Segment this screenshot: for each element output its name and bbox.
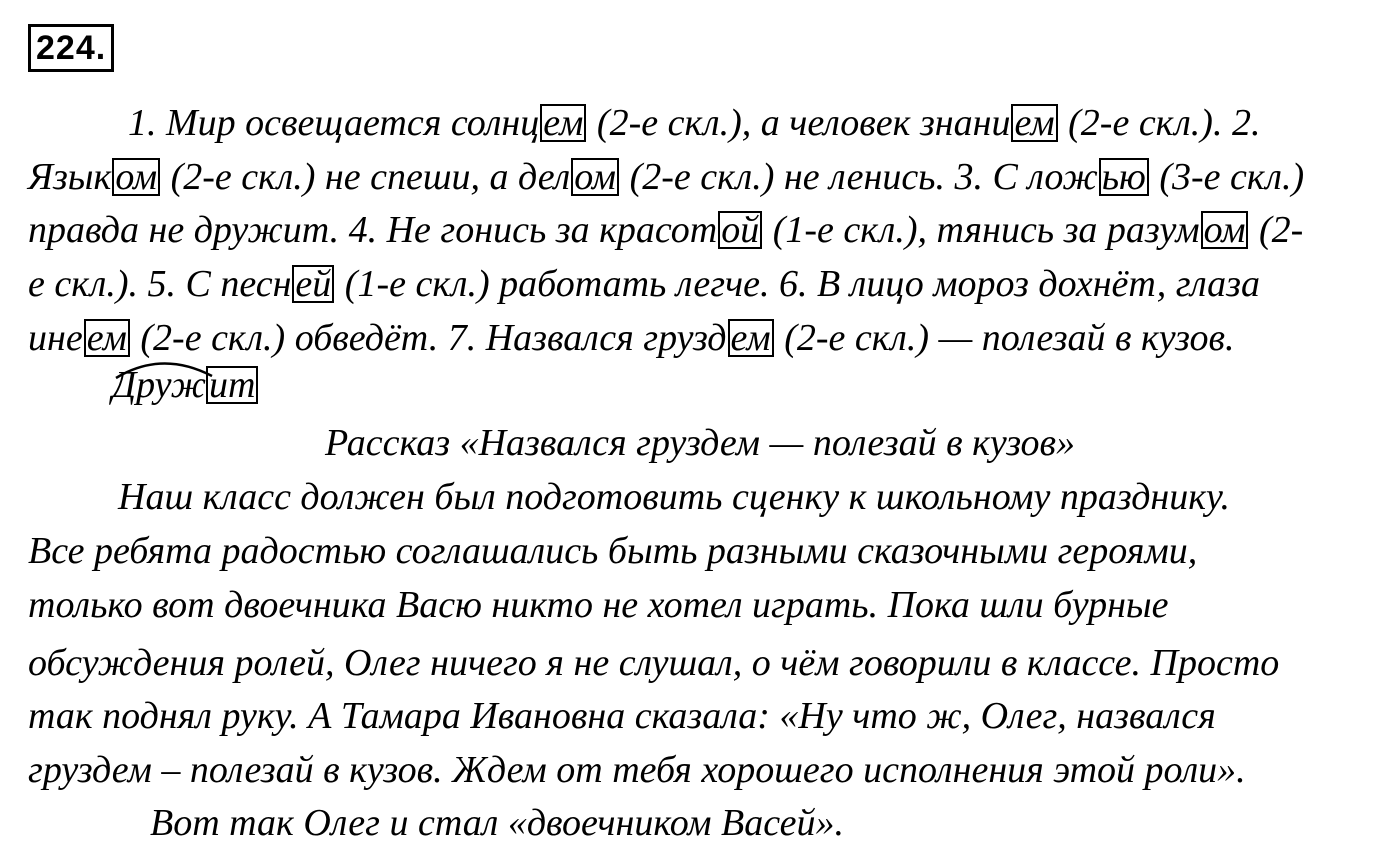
exercise-line-3 bbox=[28, 207, 1303, 253]
text-segment: (2-е скл.) — полезай в кузов. bbox=[774, 317, 1235, 359]
story-line: только вот двоечника Васю никто не хотел играть. Пока шли бурные bbox=[28, 584, 1169, 626]
story-line: Вот так Олег и стал «двоечником Васей». bbox=[150, 802, 844, 844]
story-line: груздем – полезай в кузов. Ждем от тебя хорошего исполнения этой роли». bbox=[28, 749, 1246, 791]
story-line: Все ребята радостью соглашались быть разными сказочными героями, bbox=[28, 530, 1198, 572]
ending-box: ем bbox=[84, 319, 130, 357]
text-segment: (2-е скл.) не ленись. 3. С лож bbox=[620, 156, 1098, 198]
ending-box: ью bbox=[1099, 158, 1149, 196]
text-segment: (1-е скл.) работать легче. 6. В лицо мороз дохнёт, глаза bbox=[335, 263, 1260, 305]
ending-box: ом bbox=[1201, 211, 1249, 249]
text-segment: правда не дружит. 4. Не гонись за красот bbox=[28, 209, 718, 251]
text-segment: (2-е скл.), а человек знани bbox=[587, 102, 1011, 144]
ending-box: ем bbox=[1011, 104, 1057, 142]
text-segment: 1. Мир освещается солнц bbox=[128, 102, 540, 144]
exercise-line-1 bbox=[128, 100, 1260, 146]
story-title: Рассказ «Назвался груздем — полезай в кузов» bbox=[324, 422, 1076, 464]
word-root: Друж bbox=[112, 364, 206, 406]
text-segment: е скл.). 5. С песн bbox=[28, 263, 292, 305]
ending-box: ей bbox=[292, 265, 334, 303]
exercise-line-4 bbox=[28, 261, 1260, 307]
text-segment: (3-е скл.) bbox=[1149, 156, 1305, 198]
text-segment: Язык bbox=[28, 156, 112, 198]
ending-box: ем bbox=[728, 319, 774, 357]
story-line: так поднял руку. А Тамара Ивановна сказала: «Ну что ж, Олег, назвался bbox=[28, 695, 1216, 737]
morpheme-analysis bbox=[112, 362, 258, 408]
text-segment: ине bbox=[28, 317, 83, 359]
text-segment: (1-е скл.), тянись за разум bbox=[763, 209, 1200, 251]
text-segment: (2-е скл.) не спеши, а дел bbox=[161, 156, 571, 198]
story-line: обсуждения ролей, Олег ничего я не слушал, о чём говорили в классе. Просто bbox=[28, 642, 1280, 684]
ending-box: ом bbox=[112, 158, 160, 196]
ending-box: ем bbox=[540, 104, 586, 142]
exercise-line-2 bbox=[28, 154, 1304, 200]
exercise-number: 224. bbox=[28, 24, 114, 72]
ending-box: ой bbox=[718, 211, 762, 249]
story-line: Наш класс должен был подготовить сценку к школьному празднику. bbox=[118, 476, 1231, 518]
text-segment: (2- bbox=[1249, 209, 1304, 251]
ending-box: ом bbox=[571, 158, 619, 196]
text-segment: (2-е скл.) обведёт. 7. Назвался грузд bbox=[130, 317, 727, 359]
exercise-line-5 bbox=[28, 315, 1235, 361]
word-ending-box: ит bbox=[206, 366, 258, 404]
text-segment: (2-е скл.). 2. bbox=[1058, 102, 1261, 144]
